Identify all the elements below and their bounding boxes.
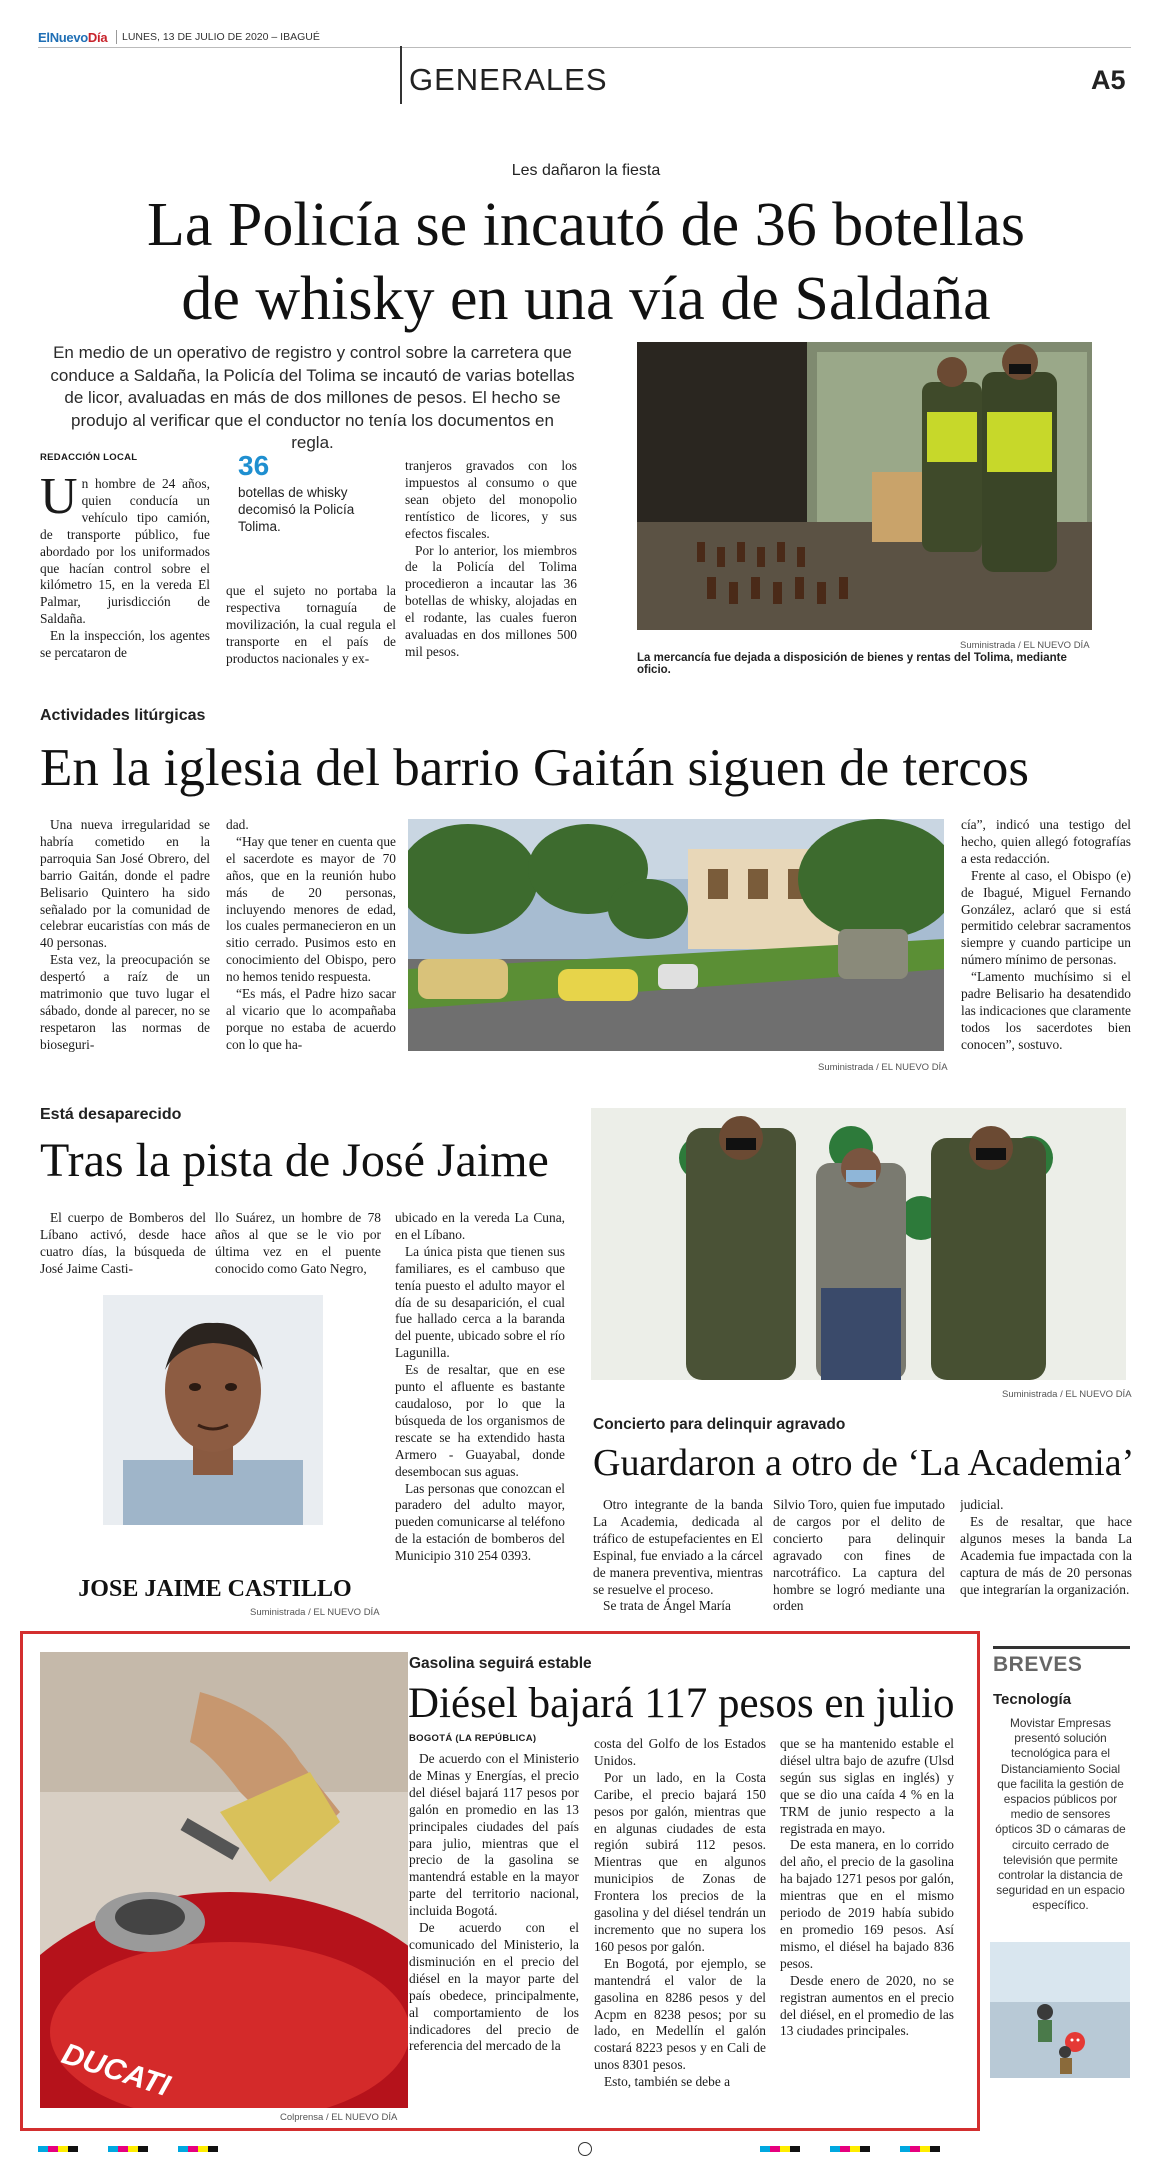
story4-photo-credit: Suministrada / EL NUEVO DÍA (1002, 1389, 1132, 1400)
story2-col3 (961, 817, 1131, 1077)
story5-col1-p2: De acuerdo con el comunicado del Ministerio, la disminución en el precio del diésel en la mayor parte del país obedece, principalmente, al comportamiento de los indicadores del precio de referencia del mercado de la (409, 1920, 579, 2054)
section-rule (400, 46, 402, 104)
story5-byline: BOGOTÁ (LA REPÚBLICA) (409, 1733, 537, 1744)
story1-byline: REDACCIÓN LOCAL (40, 452, 138, 463)
logo-nuevo: Nuevo (49, 30, 88, 45)
story3-col3 (395, 1210, 565, 1620)
story3-col1-p1: El cuerpo de Bomberos del Líbano activó, desde hace cuatro días, la búsqueda de José Jaime Casti- (40, 1210, 206, 1276)
story1-caption: La mercancía fue dejada a disposición de bienes y rentas del Tolima, mediante oficio. (637, 652, 1067, 676)
story2-col1 (40, 817, 210, 1077)
story5-col2 (594, 1736, 766, 2120)
story4-col1 (593, 1497, 763, 1619)
logo-dia: Día (87, 30, 108, 45)
story3-col3-p4: Las personas que conozcan el paradero del adulto mayor, pueden comunicarse al teléfono de la estación de bomberos del Municipio 310 254 0393. (395, 1480, 565, 1564)
story3-photo-portrait (103, 1295, 323, 1525)
story1-col2-p1: que el sujeto no portaba la respectiva tornaguía de movilización, la cual regula el transporte en el país de productos nacionales y ex- (226, 583, 396, 666)
story5-col3 (780, 1736, 954, 2120)
story4-kicker: Concierto para delinquir agravado (593, 1416, 846, 1433)
story3-col2 (215, 1210, 381, 1290)
story1-col2 (226, 583, 396, 673)
masthead-logo (38, 30, 107, 45)
breves-photo-distancing (990, 1942, 1130, 2078)
footer-colorbar-right (760, 2146, 940, 2152)
story1-headline (0, 188, 1172, 336)
masthead-divider (116, 30, 117, 44)
story2-col2-p2: “Es más, el Padre hizo sacar al vicario que lo acompañaba porque no estaba de acuerdo con lo que ha- (226, 986, 396, 1052)
story1-col1-p2: En la inspección, los agentes se percataron de (40, 628, 210, 661)
story4-photo-arrest (591, 1108, 1126, 1380)
story5-col3-p2: Desde enero de 2020, no se registran aumentos en el precio del diésel, en el promedio de las 13 ciudades principales. (780, 1972, 954, 2039)
story5-col3-p0: que se ha mantenido estable el diésel ultra bajo de azufre (Ulsd según sus siglas en inglés) y que se dio una caída 4 % en la TRM de junio respecto a la registrada en mayo. (780, 1736, 954, 1836)
story1-col3 (405, 458, 577, 673)
story5-col1 (409, 1751, 579, 2121)
story3-col2-p1: llo Suárez, un hombre de 78 años al que se le vio por última vez en el puente conocido como Gato Negro, (215, 1210, 381, 1276)
story4-headline: Guardaron a otro de ‘La Academia’ (593, 1442, 1135, 1484)
story4-col1-p2: Se trata de Ángel María (603, 1598, 731, 1614)
story2-photo-credit: Suministrada / EL NUEVO DÍA (818, 1062, 948, 1073)
story4-col3-p1: judicial. (960, 1497, 1004, 1512)
story1-photo-credit: Suministrada / EL NUEVO DÍA (960, 640, 1090, 651)
footer-colorbar-left (38, 2146, 218, 2152)
story2-col3-p0: cía”, indicó una testigo del hecho, quien allegó fotografías a esta redacción. (961, 817, 1131, 866)
story2-headline: En la iglesia del barrio Gaitán siguen de tercos (40, 739, 1029, 797)
breves-title: BREVES (993, 1653, 1083, 1676)
story1-headline-line2: de whisky en una vía de Saldaña (181, 265, 991, 333)
story1-fact-number: 36 (238, 450, 270, 481)
story3-kicker: Está desaparecido (40, 1106, 182, 1123)
breves-text: Movistar Empresas presentó solución tecnológica para el Distanciamiento Social que facilita la gestión de espacios públicos por medio de sensores ópticos 3D o cámaras de circuito cerrado de televisión que permite controlar la distancia de seguridad en un espacio específico. (995, 1716, 1126, 1913)
story5-col2-p0: costa del Golfo de los Estados Unidos. (594, 1736, 766, 1768)
story1-col1-p1: n hombre de 24 años, quien conducía un vehículo tipo camión, de transporte público, fue abordado por los uniformados que hacían control sobre el kilómetro 15, en la vereda El Palmar, jurisdicción de Saldaña. (40, 476, 210, 627)
breves-subtitle: Tecnología (993, 1691, 1072, 1708)
story4-col2-p1: Silvio Toro, quien fue imputado de cargos por el delito de concierto para delinquir agravado con fines de narcotráfico. La captura del hombre se logró mediante una orden (773, 1497, 945, 1614)
story4-col2 (773, 1497, 945, 1619)
story2-kicker: Actividades litúrgicas (40, 707, 206, 724)
story4-col3 (960, 1497, 1132, 1619)
story5-photo-fuel-nozzle (40, 1652, 408, 2108)
story3-photo-credit: Suministrada / EL NUEVO DÍA (250, 1607, 380, 1618)
story3-col3-p2: La única pista que tienen sus familiares, es el cambuso que tenía puesto el adulto mayor el día de su desaparición, el cual fue hallado cerca a la baranda del puente, ubicado sobre el río Lagunilla. (395, 1243, 565, 1361)
page-number: A5 (1091, 65, 1126, 95)
story1-col1 (40, 476, 210, 668)
story2-col2 (226, 817, 396, 1077)
story2-col1-p2: Esta vez, la preocupación se despertó a raíz de un matrimonio que tuvo lugar el sábado, donde al parecer, no se respetaron las normas de bioseguri- (40, 952, 210, 1052)
story5-col2-p3: Esto, también se debe a (604, 2074, 731, 2090)
story5-photo-credit: Colprensa / EL NUEVO DÍA (280, 2112, 398, 2123)
story3-headline: Tras la pista de José Jaime (40, 1134, 549, 1187)
story3-col3-p3: Es de resaltar, que en ese punto el afluente es bastante caudaloso, por lo que la búsqueda de los organismos de rescate se ha extendido hasta Armero - Guayabal, donde desembocan sus aguas. (395, 1362, 565, 1479)
story1-lead: En medio de un operativo de registro y control sobre la carretera que conduce a Saldaña, la Policía del Tolima se incautó de varias botellas de licor, avaluadas en más de dos millones de pesos. El hecho se produjo al verificar que el conductor no tenía los documentos en regla. (50, 343, 575, 452)
story1-col3-p2: Por lo anterior, los miembros de la Policía del Tolima procedieron a incautar las 36 botellas de whisky, alojadas en el rodante, las cuales fueron avaluadas en dos millones 500 mil pesos. (405, 542, 577, 659)
story5-kicker: Gasolina seguirá estable (409, 1655, 592, 1672)
logo-el: El (38, 30, 50, 45)
story2-col3-p2: “Lamento muchísimo si el padre Belisario ha desatendido las indicaciones que claramente todos los sacerdotes bien conocen”, sostuvo. (961, 969, 1131, 1052)
story3-col1 (40, 1210, 206, 1290)
svg-text:DUCATI: DUCATI (57, 2037, 174, 2103)
story1-headline-line1: La Policía se incautó de 36 botellas (146, 191, 1026, 259)
breves-top-rule (993, 1646, 1130, 1649)
footer-register-mark (578, 2142, 592, 2156)
story2-col1-p1: Una nueva irregularidad se habría cometido en la parroquia San José Obrero, del barrio Gaitán, donde el padre Belisario Quintero ha sido señalado por la comunidad de celebrar eucaristías con más de 40 personas. (40, 817, 210, 951)
story1-col3-p1: tranjeros gravados con los impuestos al consumo o que sean objeto del monopolio rentístico de licores, y sus efectos fiscales. (405, 458, 577, 541)
story1-kicker: Les dañaron la fiesta (511, 162, 661, 179)
story5-col3-p1: De esta manera, en lo corrido del año, el precio de la gasolina ha bajado 1271 pesos por galón, mientras que en el mismo periodo de 2019 había subido en promedio 169 pesos. Así mismo, el diésel ha bajado 836 pesos. (780, 1837, 954, 1971)
masthead-top-rule (38, 47, 1131, 48)
story3-photo-label: JOSE JAIME CASTILLO (78, 1576, 352, 1602)
story5-col2-p1: Por un lado, en la Costa Caribe, el precio bajará 150 pesos por galón, mientras que en algunas ciudades de esta región subirá 112 pesos. Mientras que en algunos municipios de Zonas de Frontera los precios de la gasolina y del diésel tendrán un incremento que no supera los 160 pesos por galón. (594, 1769, 766, 1954)
dateline: LUNES, 13 DE JULIO DE 2020 – IBAGUÉ (122, 31, 320, 43)
story2-photo-church-street (408, 819, 944, 1051)
section-title: GENERALES (409, 62, 608, 97)
story1-fact-text: botellas de whisky decomisó la Policía Tolima. (238, 485, 355, 534)
story4-col1-p1: Otro integrante de la banda La Academia, dedicada al tráfico de estupefacientes en El Espinal, fue enviado a la cárcel de manera preventiva, mientras se resuelve el proceso. (593, 1497, 763, 1597)
story3-col3-p1: ubicado en la vereda La Cuna, en el Líbano. (395, 1210, 565, 1242)
story2-col2-p0: dad. (226, 817, 249, 832)
story2-col3-p1: Frente al caso, el Obispo (e) de Ibagué, Miguel Fernando González, aclaró que si está permitido celebrar sacramentos siempre y cuando participe un número mínimo de personas. (961, 867, 1131, 968)
story5-headline: Diésel bajará 117 pesos en julio (408, 1680, 955, 1727)
story2-col2-p1: “Hay que tener en cuenta que el sacerdote es mayor de 70 años, que en la reunión hubo más de 20 personas, incluyendo menores de edad, los cuales permanecieron en un sitio cerrado. Pusimos esto en conocimiento del Obispo, pero no hemos tenido respuesta. (226, 833, 396, 985)
story1-photo-police-whisky (637, 342, 1092, 630)
story4-col3-p2: Es de resaltar, que hace algunos meses la banda La Academia fue impactada con la captura de más de 20 personas que integrarían la organización. (960, 1513, 1132, 1597)
story5-col1-p1: De acuerdo con el Ministerio de Minas y Energías, el precio del diésel bajará 117 pesos por galón en promedio en las 13 principales ciudades del país para julio, mientras que el precio de la gasolina se mantendrá estable en la mayor parte del territorio nacional, incluida Bogotá. (409, 1751, 579, 1919)
story1-dropcap: U (40, 476, 78, 525)
story5-col2-p2: En Bogotá, por ejemplo, se mantendrá el valor de la gasolina en 8286 pesos y del Acpm en 8238 pesos; por su lado, en Medellín el galón costará 8223 pesos y en Cali de unos 8301 pesos. (594, 1955, 766, 2073)
